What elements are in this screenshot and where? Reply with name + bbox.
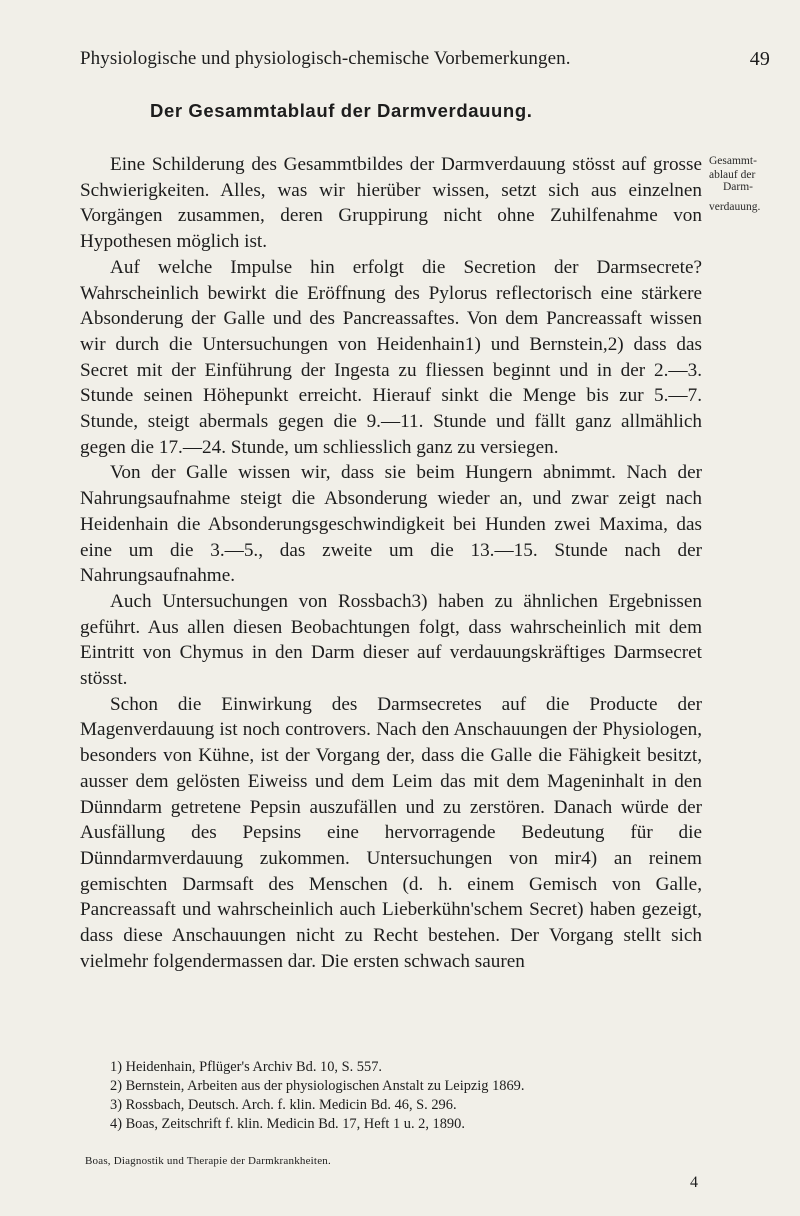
margin-note-line: Darm- — [723, 181, 754, 193]
imprint-line: Boas, Diagnostik und Therapie der Darmkrankheiten. — [85, 1155, 331, 1167]
footnote: 1) Heidenhain, Pflüger's Archiv Bd. 10, S. 557. — [110, 1059, 382, 1075]
margin-note-line: Gesammt- — [709, 155, 757, 167]
paragraph: Eine Schilderung des Gesammtbildes der Darmverdauung stösst auf grosse Schwierigkeiten. Alles, was wir hierüber wissen, setzt sich aus einzelnen Vorgängen zusammen, deren Gruppirung nicht ohne Zuhilfenahme von Hypothesen möglich ist. — [80, 154, 702, 253]
signature-mark: 4 — [690, 1174, 698, 1191]
page-number: 49 — [749, 48, 770, 70]
section-title: Der Gesammtablauf der Darmverdauung. — [150, 100, 533, 121]
footnote: 4) Boas, Zeitschrift f. klin. Medicin Bd. 17, Heft 1 u. 2, 1890. — [110, 1116, 465, 1132]
running-head — [80, 48, 770, 70]
footnote: 3) Rossbach, Deutsch. Arch. f. klin. Medicin Bd. 46, S. 296. — [110, 1097, 457, 1113]
margin-note — [709, 153, 799, 216]
paragraph: Schon die Einwirkung des Darmsecretes auf die Producte der Magenverdauung ist noch controvers. Nach den Anschauungen der Physiologen, besonders von Kühne, ist der Vorgang der, dass die Galle die Fähigkeit besitzt, ausser dem gelösten Eiweiss und dem Leim das mit dem Mageninhalt in den Dünndarm getretene Pepsin auszufällen und zu zerstören. Danach würde der Ausfällung des Pepsins eine hervorragende Bedeutung für die Dünndarmverdauung zukommen. Untersuchungen von mir4) an reinem gemischten Darmsaft des Menschen (d. h. einem Gemisch von Galle, Pancreassaft und wahrscheinlich auch Lieberkühn'schem Secret) haben gezeigt, dass diese Anschauungen nicht zu Recht bestehen. Der Vorgang stellt sich vielmehr folgendermassen dar. Die ersten schwach sauren — [80, 693, 702, 972]
paragraph: Von der Galle wissen wir, dass sie beim Hungern abnimmt. Nach der Nahrungsaufnahme steigt die Absonderung wieder an, und zwar zeigt nach Heidenhain die Absonderungsgeschwindigkeit bei Hunden zwei Maxima, das eine um die 3.—5., das zweite um die 13.—15. Stunde nach der Nahrungsaufnahme. — [80, 462, 702, 587]
margin-note-line: ablauf der — [709, 169, 756, 181]
paragraph: Auf welche Impulse hin erfolgt die Secretion der Darmsecrete? Wahrscheinlich bewirkt die Eröffnung des Pylorus reflectorisch eine stärkere Absonderung der Galle und des Pancreassaftes. Von dem Pancreassaft wissen wir durch die Untersuchungen von Heidenhain1) und Bernstein,2) dass das Secret mit der Einführung der Ingesta zu fliessen beginnt und in der 2.—3. Stunde seinen Höhepunkt erreicht. Hierauf sinkt die Menge bis zur 5.—7. Stunde, steigt abermals gegen die 9.—11. Stunde und fällt ganz allmählich gegen die 17.—24. Stunde, um schliesslich ganz zu versiegen. — [80, 256, 702, 458]
margin-note-line: verdauung. — [709, 201, 761, 213]
running-title: Physiologische und physiologisch-chemische Vorbemerkungen. — [80, 48, 571, 69]
footnote: 2) Bernstein, Arbeiten aus der physiologischen Anstalt zu Leipzig 1869. — [110, 1078, 525, 1094]
paragraph: Auch Untersuchungen von Rossbach3) haben zu ähnlichen Ergebnissen geführt. Aus allen diesen Beobachtungen folgt, dass wahrscheinlich mit dem Eintritt von Chymus in den Darm dieser auf verdauungskräftiges Darmsecret stösst. — [80, 590, 702, 690]
footnotes — [80, 1058, 720, 1134]
body-text — [80, 152, 702, 975]
